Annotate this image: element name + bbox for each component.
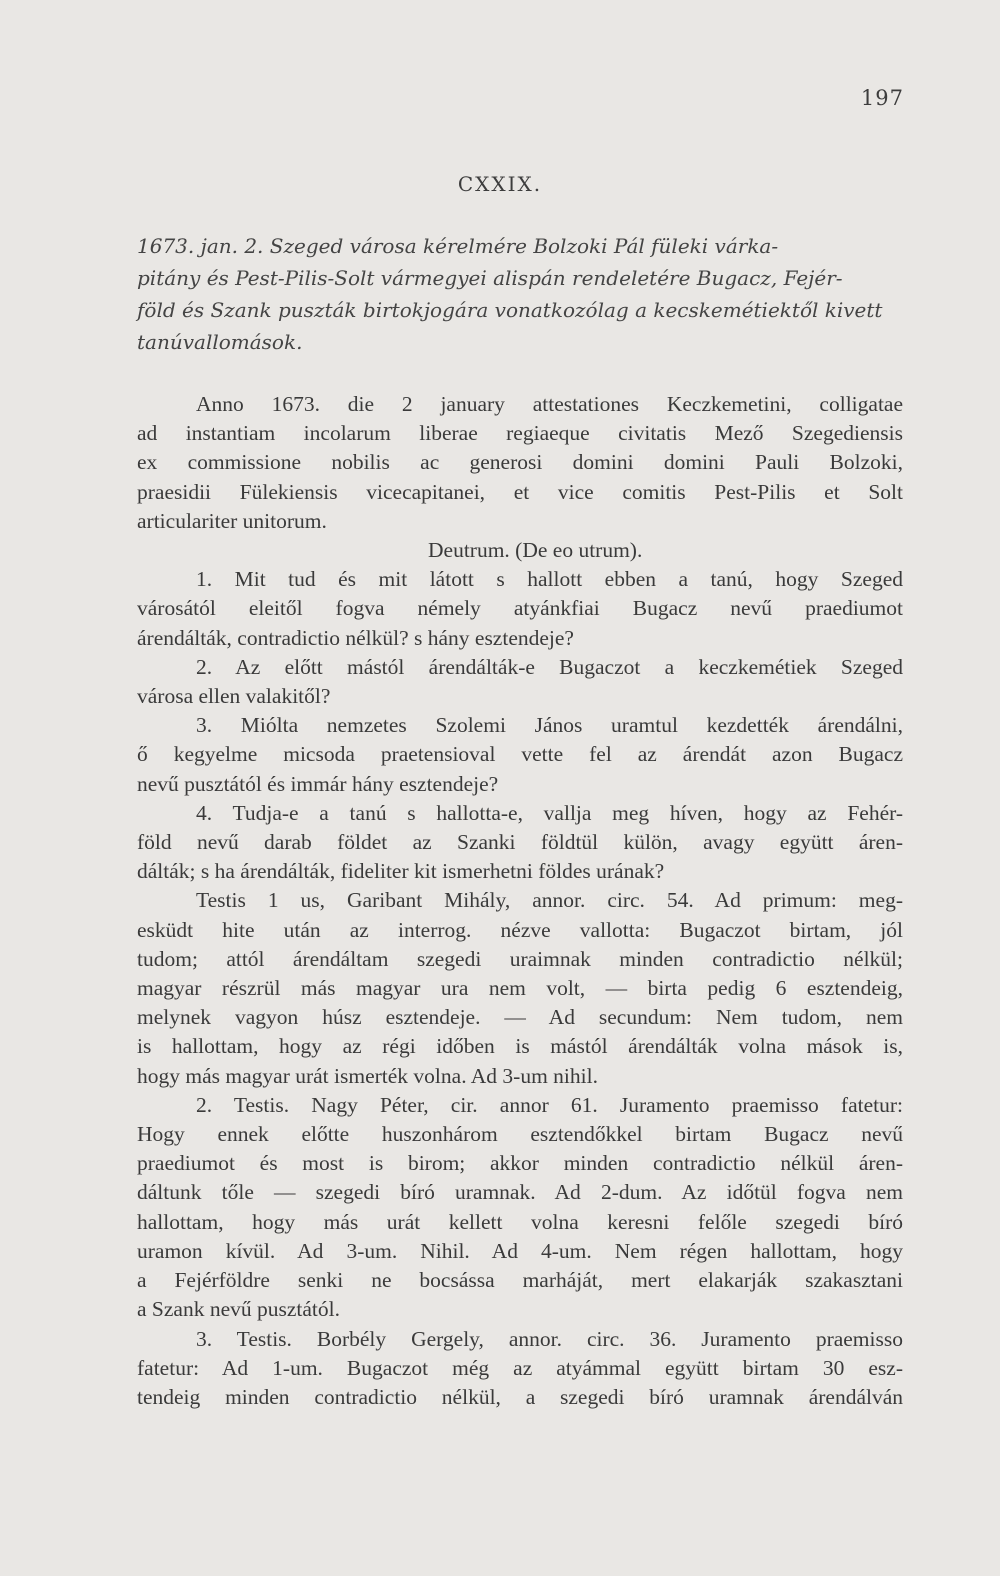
body-line: praesidii Fülekiensis vicecapitanei, et vice comitis Pest-Pilis et Solt: [137, 479, 903, 504]
body-line: melynek vagyon húsz esztendeje. — Ad secundum: Nem tudom, nem: [137, 1005, 903, 1030]
body-line: 2. Testis. Nagy Péter, cir. annor 61. Juramento praemisso fatetur:: [196, 1092, 903, 1117]
summary-line: 1673. jan. 2. Szeged városa kérelmére Bolzoki Pál füleki várka-: [137, 234, 779, 258]
body-line: Anno 1673. die 2 january attestationes Keczkemetini, colligatae: [196, 392, 903, 416]
body-line: 2. Az előtt mástól árendálták-e Bugaczot a keczkemétiek Szeged: [196, 654, 903, 679]
body-line: fatetur: Ad 1-um. Bugaczot még az atyámmal együtt birtam 30 esz-: [137, 1355, 903, 1380]
body-line: praediumot és most is birom; akkor minden contradictio nélkül áren-: [137, 1151, 903, 1176]
body-line: városa ellen valakitől?: [137, 684, 331, 709]
body-line: ad instantiam incolarum liberae regiaeque civitatis Mező Szegediensis: [137, 421, 903, 446]
body-line: a Fejérföldre senki ne bocsássa marháját, mert elakarják szakasztani: [137, 1268, 903, 1293]
body-line: 3. Miólta nemzetes Szolemi János uramtul kezdették árendálni,: [196, 713, 903, 738]
document-heading: CXXIX.: [457, 172, 543, 196]
summary-line: föld és Szank puszták birtokjogára vonatkozólag a kecskemétiektől kivett: [137, 298, 883, 322]
body-line: Deutrum. (De eo utrum).: [428, 538, 643, 563]
summary-line: tanúvallomások.: [137, 330, 303, 354]
page-number: 197: [860, 86, 904, 110]
body-line: föld nevű darab földet az Szanki földtül külön, avagy együtt áren-: [137, 830, 903, 855]
document-summary: [137, 230, 903, 358]
body-line: 4. Tudja-e a tanú s hallotta-e, vallja meg híven, hogy az Fehér-: [196, 800, 903, 825]
body-line: 1. Mit tud és mit látott s hallott ebben a tanú, hogy Szeged: [196, 567, 903, 592]
body-line: ex commissione nobilis ac generosi domini domini Pauli Bolzoki,: [137, 450, 903, 475]
body-line: tendeig minden contradictio nélkül, a szegedi bíró uramnak árendálván: [137, 1384, 903, 1409]
body-line: articulariter unitorum.: [137, 508, 327, 533]
document-body: [137, 390, 903, 1412]
body-line: dáltunk tőle — szegedi bíró uramnak. Ad 2-dum. Az időtül fogva nem: [137, 1180, 903, 1205]
body-line: magyar részrül más magyar ura nem volt, — birta pedig 6 esztendeig,: [137, 976, 903, 1001]
body-line: tudom; attól árendáltam szegedi uraimnak minden contradictio nélkül;: [137, 946, 903, 971]
body-line: a Szank nevű pusztától.: [137, 1297, 341, 1322]
body-line: hallottam, hogy más urát kellett volna keresni felőle szegedi bíró: [137, 1209, 903, 1234]
body-line: is hallottam, hogy az régi időben is mástól árendálták volna mások is,: [137, 1034, 903, 1059]
body-line: nevű pusztától és immár hány esztendeje?: [137, 771, 499, 796]
body-line: Testis 1 us, Garibant Mihály, annor. circ. 54. Ad primum: meg-: [196, 888, 903, 913]
body-line: ő kegyelme micsoda praetensioval vette fel az árendát azon Bugacz: [137, 742, 903, 767]
body-line: árendálták, contradictio nélkül? s hány esztendeje?: [137, 625, 574, 650]
body-line: uramon kívül. Ad 3-um. Nihil. Ad 4-um. Nem régen hallottam, hogy: [137, 1238, 903, 1263]
summary-line: pitány és Pest-Pilis-Solt vármegyei alispán rendeletére Bugacz, Fejér-: [137, 266, 843, 290]
body-line: dálták; s ha árendálták, fideliter kit ismerhetni földes urának?: [137, 859, 665, 884]
body-line: esküdt hite után az interrog. nézve vallotta: Bugaczot birtam, jól: [137, 917, 903, 942]
body-line: városától eleitől fogva némely atyánkfiai Bugacz nevű praediumot: [137, 596, 903, 621]
body-line: 3. Testis. Borbély Gergely, annor. circ. 36. Juramento praemisso: [196, 1326, 903, 1351]
body-line: Hogy ennek előtte huszonhárom esztendőkkel birtam Bugacz nevű: [137, 1122, 903, 1147]
body-line: hogy más magyar urát ismerték volna. Ad 3-um nihil.: [137, 1063, 598, 1088]
